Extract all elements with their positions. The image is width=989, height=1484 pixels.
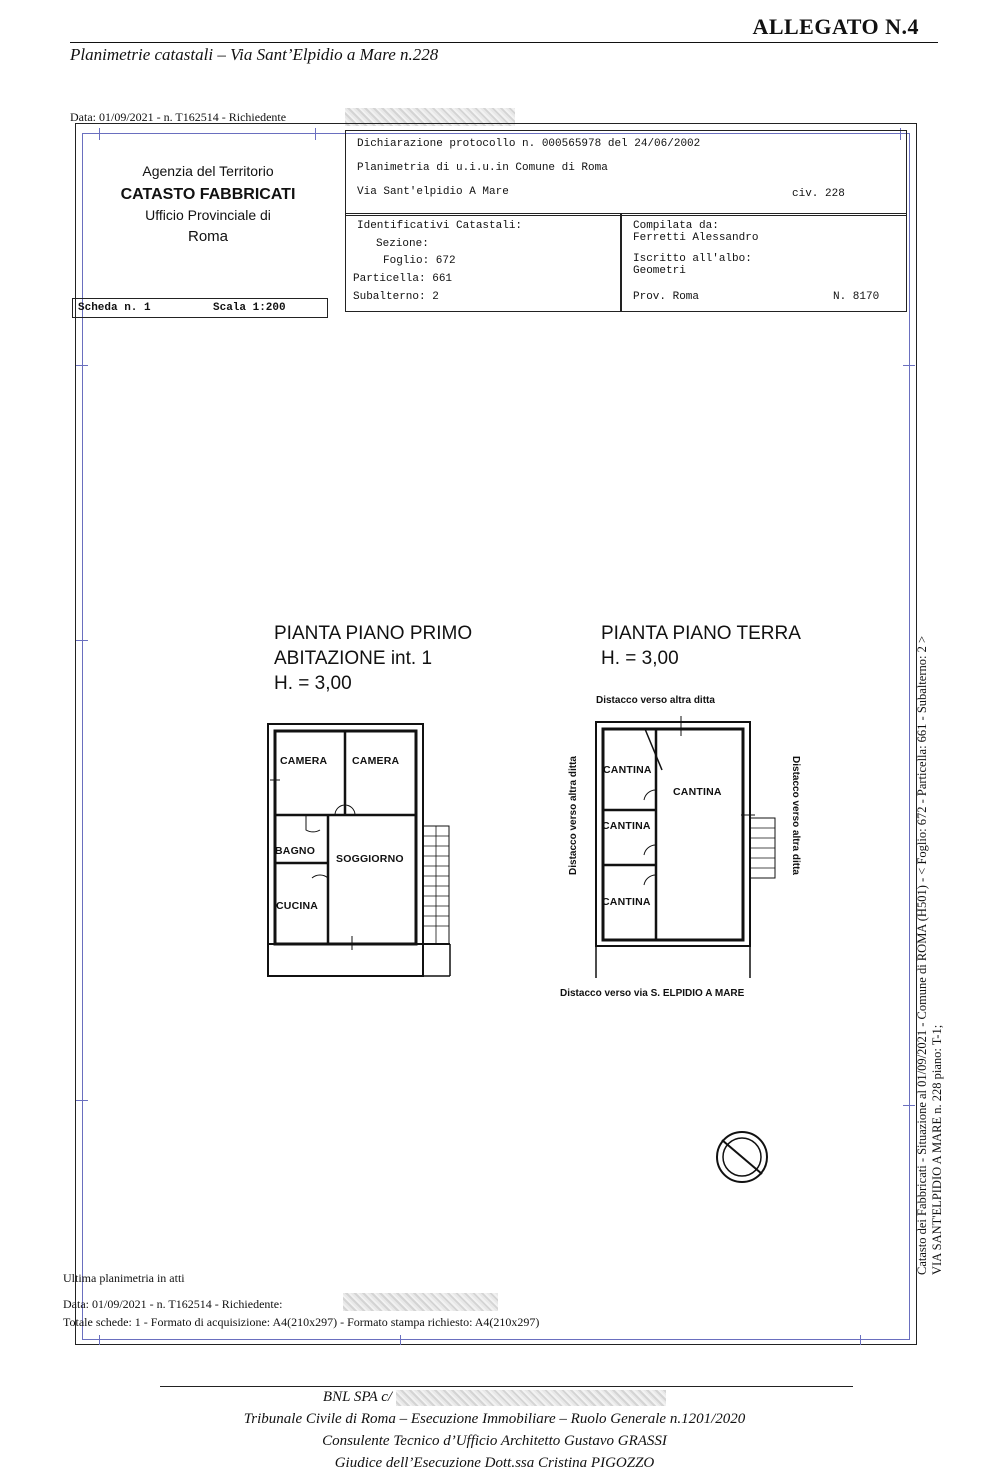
footer-line-2: Tribunale Civile di Roma – Esecuzione Immobiliare – Ruolo Generale n.1201/2020 bbox=[243, 1411, 746, 1427]
card-footer-date: Data: 01/09/2021 - n. T162514 - Richiedente: bbox=[63, 1297, 283, 1311]
room-cantina-3: CANTINA bbox=[602, 896, 651, 908]
scale-label: Scala 1:200 bbox=[213, 302, 286, 314]
plan-terra-title: PIANTA PIANO TERRA bbox=[601, 623, 801, 644]
room-cantina-1: CANTINA bbox=[603, 764, 652, 776]
room-cantina-2: CANTINA bbox=[602, 820, 651, 832]
plan-primo-subtitle: ABITAZIONE int. 1 bbox=[274, 648, 433, 669]
footer-line-4: Giudice dell’Esecuzione Dott.ssa Cristina PIGOZZO bbox=[334, 1455, 655, 1471]
province-label: Prov. Roma bbox=[633, 291, 700, 303]
room-bagno: BAGNO bbox=[275, 845, 316, 857]
planimetria-text: Planimetria di u.i.u.in Comune di Roma bbox=[357, 162, 608, 174]
subalterno-value: Subalterno: 2 bbox=[353, 291, 439, 303]
compilata-name: Ferretti Alessandro bbox=[633, 232, 759, 244]
card-footer-totale: Totale schede: 1 - Formato di acquisizione: A4(210x297) - Formato stampa richiesto: A4(210x297) bbox=[63, 1315, 540, 1329]
footer-rule bbox=[160, 1386, 853, 1387]
ufficio-label: Ufficio Provinciale di bbox=[145, 207, 271, 223]
redacted-requester-2 bbox=[343, 1293, 498, 1311]
side-cadastral-info: Catasto dei Fabbricati - Situazione al 01/09/2021 - Comune di ROMA (H501) - < Foglio: 672 - Particella: 661 - Subalterno: 2 > bbox=[915, 635, 929, 1275]
scheda-number: Scheda n. 1 bbox=[78, 302, 151, 314]
side-address-info: VIA SANT'ELPIDIO A MARE n. 228 piano: T-1; bbox=[930, 1024, 944, 1275]
civico-text: civ. 228 bbox=[792, 188, 845, 200]
via-text: Via Sant'elpidio A Mare bbox=[357, 186, 509, 198]
registration-number: N. 8170 bbox=[833, 291, 880, 303]
catasto-title: CATASTO FABBRICATI bbox=[120, 186, 296, 203]
city-label: Roma bbox=[187, 228, 228, 245]
room-cantina-main: CANTINA bbox=[673, 786, 722, 798]
allegato-label: ALLEGATO N.4 bbox=[752, 14, 919, 39]
page-subtitle: Planimetrie catastali – Via Sant’Elpidio a Mare n.228 bbox=[70, 45, 439, 64]
footer-line-1 bbox=[0, 1389, 989, 1406]
identificativi-label: Identificativi Catastali: bbox=[357, 220, 523, 232]
dichiarazione-text: Dichiarazione protocollo n. 000565978 del 24/06/2002 bbox=[357, 138, 701, 150]
foglio-value: Foglio: 672 bbox=[383, 255, 456, 267]
label-top-distance: Distacco verso altra ditta bbox=[596, 695, 715, 706]
footer-line-3: Consulente Tecnico d’Ufficio Architetto Gustavo GRASSI bbox=[322, 1433, 667, 1449]
room-camera-1: CAMERA bbox=[280, 755, 328, 767]
compilata-label: Compilata da: bbox=[633, 220, 719, 232]
label-right-distance: Distacco verso altra ditta bbox=[789, 756, 801, 875]
north-symbol bbox=[717, 1132, 767, 1182]
particella-value: Particella: 661 bbox=[353, 273, 453, 285]
iscritto-value: Geometri bbox=[633, 265, 686, 277]
plan-terra-height: H. = 3,00 bbox=[601, 648, 679, 669]
plan-primo-title: PIANTA PIANO PRIMO bbox=[274, 623, 473, 644]
room-cucina: CUCINA bbox=[276, 900, 319, 912]
iscritto-label: Iscritto all'albo: bbox=[633, 253, 752, 265]
redacted-debtor bbox=[396, 1390, 666, 1406]
sezione-label: Sezione: bbox=[376, 238, 429, 250]
card-date-line: Data: 01/09/2021 - n. T162514 - Richiedente bbox=[70, 110, 287, 124]
agency-name: Agenzia del Territorio bbox=[142, 163, 274, 179]
label-left-distance: Distacco verso altra ditta bbox=[567, 756, 579, 875]
ultima-planimetria: Ultima planimetria in atti bbox=[63, 1271, 185, 1285]
room-soggiorno: SOGGIORNO bbox=[336, 853, 404, 865]
footer-bnl: BNL SPA c/ bbox=[322, 1389, 393, 1405]
label-bottom-distance: Distacco verso via S. ELPIDIO A MARE bbox=[560, 988, 745, 999]
plan-primo-height: H. = 3,00 bbox=[274, 673, 352, 694]
room-camera-2: CAMERA bbox=[352, 755, 400, 767]
floor-plan-ground-floor bbox=[596, 716, 775, 978]
